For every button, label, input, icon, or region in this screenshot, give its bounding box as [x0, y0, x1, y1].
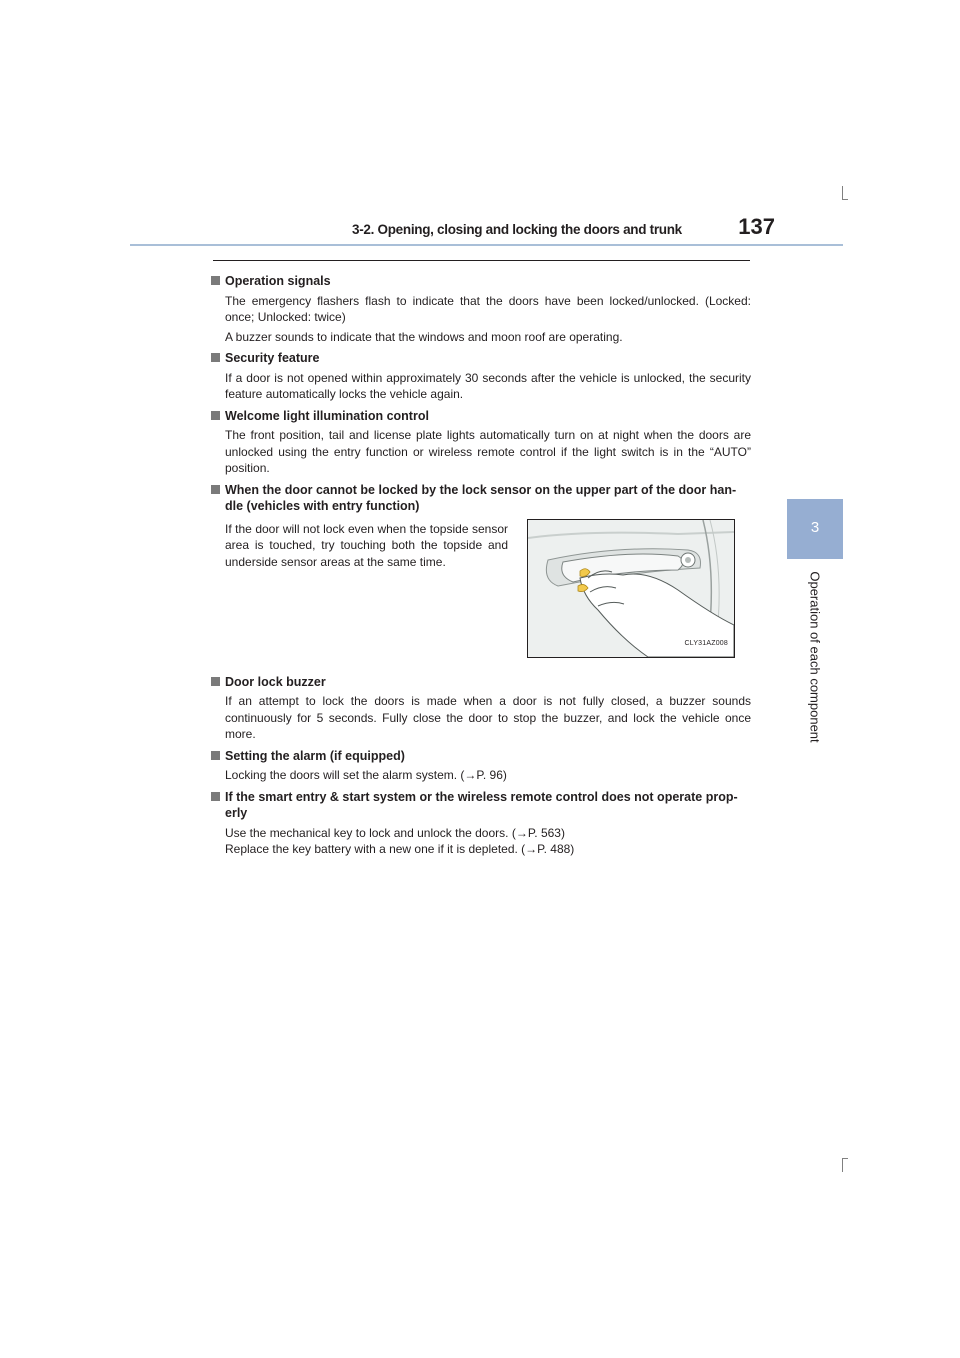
square-bullet-icon — [211, 751, 220, 760]
section-heading — [211, 273, 751, 290]
crop-mark-bottom — [842, 1158, 843, 1172]
heading-text: Security feature — [225, 351, 320, 365]
paragraph: If a door is not opened within approximately 30 seconds after the vehicle is unlocked, the security feature automatically locks the vehicle again. — [225, 370, 751, 401]
page-content — [211, 268, 751, 858]
crop-mark-top — [842, 186, 843, 200]
crop-mark-top-foot — [842, 199, 848, 200]
paragraph: Use the mechanical key to lock and unlock the doors. (→P. 563) — [225, 825, 565, 840]
paragraph: If the door will not lock even when the topside sensor area is touched, try touching both the topside and underside sensor areas at the same time. — [225, 521, 508, 569]
section-heading — [211, 482, 751, 515]
section-heading — [211, 748, 751, 765]
square-bullet-icon — [211, 485, 220, 494]
heading-text: If the smart entry & start system or the wireless remote control does not operate prop-erly — [225, 789, 738, 820]
chapter-title: Operation of each component — [807, 571, 823, 743]
paragraph: If an attempt to lock the doors is made when a door is not fully closed, a buzzer sounds continuously for 5 seconds. Fully close the door to stop the buzzer, and lock the vehicle once more. — [225, 694, 751, 741]
section-heading — [211, 408, 751, 425]
page-number: 137 — [738, 214, 775, 239]
square-bullet-icon — [211, 276, 220, 285]
crop-mark-bottom-foot — [842, 1158, 848, 1159]
paragraph: Replace the key battery with a new one if it is depleted. (→P. 488) — [225, 842, 575, 856]
figure-row — [211, 519, 751, 669]
heading-text: Door lock buzzer — [225, 674, 326, 689]
paragraph: The front position, tail and license plate lights automatically turn on at night when the doors are unlocked using the entry function or wireless remote control if the light switch is in the “AUTO” position. — [225, 428, 751, 475]
paragraph: A buzzer sounds to indicate that the windows and moon roof are operating. — [225, 329, 623, 344]
chapter-number: 3 — [810, 519, 820, 536]
square-bullet-icon — [211, 353, 220, 362]
heading-text: Setting the alarm (if equipped) — [225, 748, 405, 763]
paragraph: Locking the doors will set the alarm system. (→P. 96) — [225, 768, 507, 782]
header-rule — [130, 244, 843, 246]
heading-text: Operation signals — [225, 274, 331, 288]
heading-text: Welcome light illumination control — [225, 408, 429, 423]
page-header — [330, 214, 775, 244]
square-bullet-icon — [211, 411, 220, 420]
chapter-tab[interactable] — [787, 499, 843, 559]
square-bullet-icon — [211, 792, 220, 801]
door-handle-illustration — [527, 519, 735, 658]
paragraph: The emergency flashers flash to indicate that the doors have been locked/unlocked. (Locked: once; Unlocked: twice) — [225, 293, 751, 324]
figure-code: CLY31AZ008 — [684, 640, 728, 647]
section-heading — [211, 350, 751, 367]
section-title: 3-2. Opening, closing and locking the doors and trunk — [352, 222, 682, 237]
square-bullet-icon — [211, 677, 220, 686]
content-top-rule — [213, 260, 750, 261]
section-heading — [211, 789, 751, 822]
section-heading — [211, 674, 751, 691]
heading-text: When the door cannot be locked by the lock sensor on the upper part of the door han-dle (vehicles with entry function) — [225, 482, 737, 513]
